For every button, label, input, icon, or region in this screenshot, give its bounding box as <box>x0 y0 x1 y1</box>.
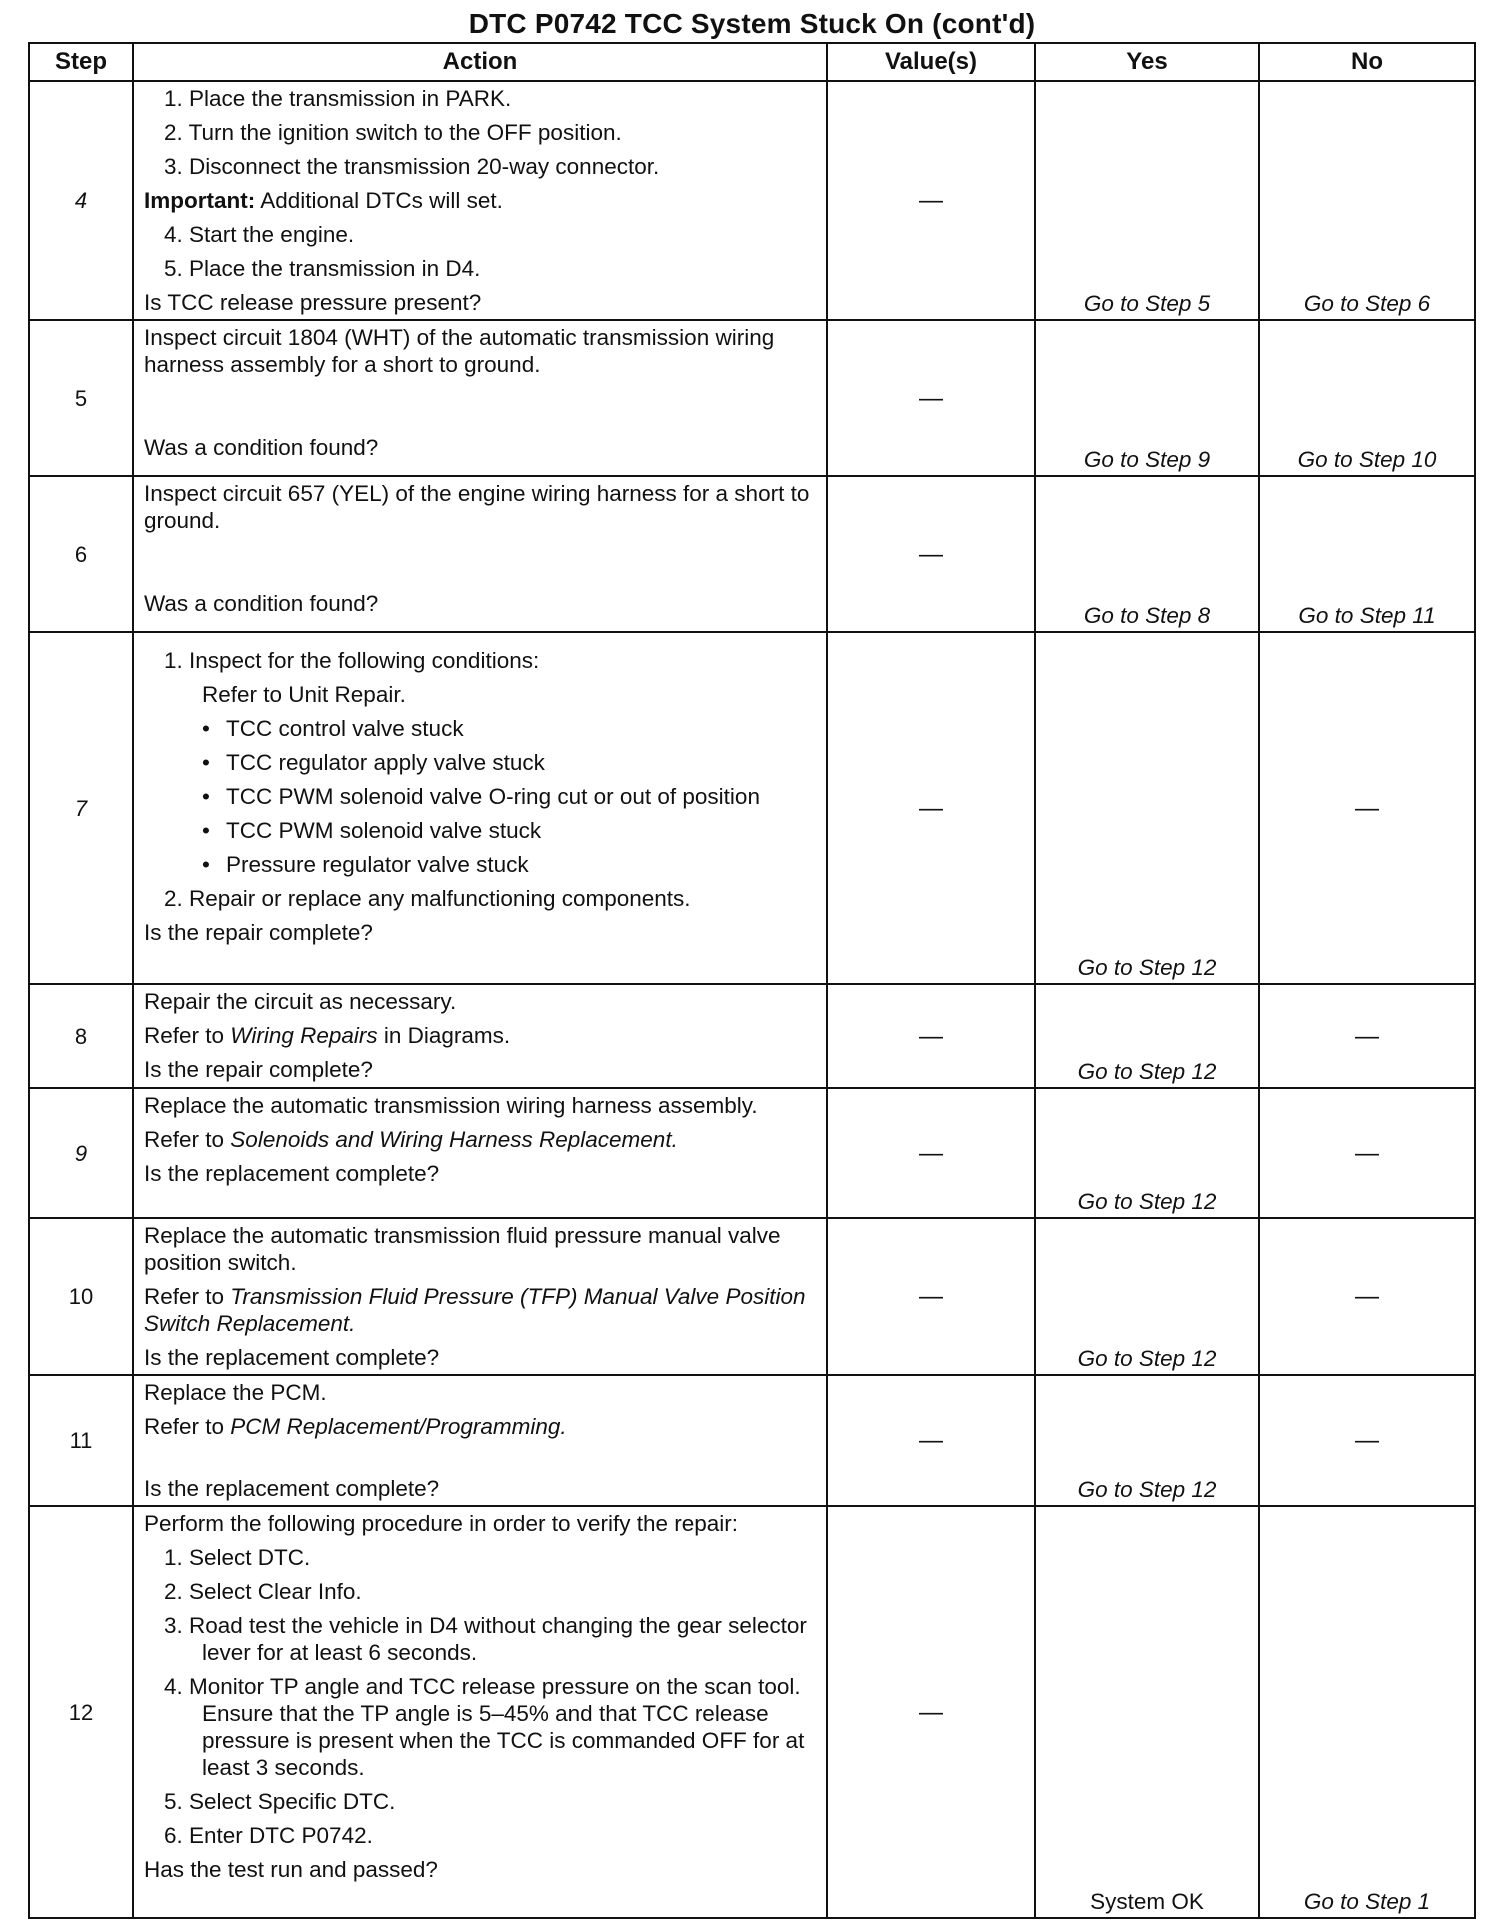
list-item: • TCC regulator apply valve stuck <box>202 750 545 775</box>
action-line: Repair the circuit as necessary. <box>144 989 457 1014</box>
reference-line: Refer to Wiring Repairs in Diagrams. <box>144 1023 511 1048</box>
list-item: • TCC PWM solenoid valve stuck <box>202 818 542 843</box>
no-cell: — <box>1259 1218 1475 1375</box>
bullet-icon: • <box>202 852 210 877</box>
yes-cell: System OK <box>1035 1506 1259 1918</box>
header-values: Value(s) <box>827 43 1035 81</box>
bullet-icon: • <box>202 784 210 809</box>
action-cell <box>133 1375 827 1506</box>
no-cell: — <box>1259 1088 1475 1218</box>
action-line: Replace the automatic transmission wiring harness assembly. <box>144 1093 758 1118</box>
value-cell: — <box>827 632 1035 984</box>
reference-line: Refer to Transmission Fluid Pressure (TFP) Manual Valve Position Switch Replacement. <box>144 1284 806 1336</box>
action-line: Inspect circuit 1804 (WHT) of the automatic transmission wiring harness assembly for a short to ground. <box>144 325 775 377</box>
list-item: • TCC control valve stuck <box>202 716 464 741</box>
table-row-step-11 <box>29 1375 1475 1506</box>
action-line: 5. Select Specific DTC. <box>164 1789 396 1814</box>
no-cell: Go to Step 1 <box>1259 1506 1475 1918</box>
table-row-step-4 <box>29 81 1475 320</box>
action-line: 2. Select Clear Info. <box>164 1579 362 1604</box>
action-line: 2. Turn the ignition switch to the OFF position. <box>164 120 622 145</box>
action-line: 1. Place the transmission in PARK. <box>164 86 512 111</box>
action-line: Perform the following procedure in order to verify the repair: <box>144 1511 739 1536</box>
action-cell <box>133 1088 827 1218</box>
value-cell: — <box>827 320 1035 476</box>
question-line: Is TCC release pressure present? <box>144 290 482 315</box>
action-line: 1. Inspect for the following conditions: <box>164 648 540 673</box>
action-cell <box>133 476 827 632</box>
table-row-step-5 <box>29 320 1475 476</box>
reference-title: Wiring Repairs <box>230 1023 378 1048</box>
header-step: Step <box>29 43 133 81</box>
question-line: Was a condition found? <box>144 435 379 460</box>
action-line: 1. Select DTC. <box>164 1545 311 1570</box>
step-number: 8 <box>29 984 133 1088</box>
table-row-step-9 <box>29 1088 1475 1218</box>
bullet-icon: • <box>202 818 210 843</box>
reference-line: Refer to PCM Replacement/Programming. <box>144 1414 567 1439</box>
header-action: Action <box>133 43 827 81</box>
header-no: No <box>1259 43 1475 81</box>
yes-cell: Go to Step 12 <box>1035 1218 1259 1375</box>
yes-cell: Go to Step 5 <box>1035 81 1259 320</box>
action-line: Inspect circuit 657 (YEL) of the engine wiring harness for a short to ground. <box>144 481 810 533</box>
yes-cell: Go to Step 12 <box>1035 984 1259 1088</box>
action-line: Replace the PCM. <box>144 1380 327 1405</box>
action-line: 2. Repair or replace any malfunctioning components. <box>164 886 691 911</box>
question-line: Is the repair complete? <box>144 920 373 945</box>
value-cell: — <box>827 1506 1035 1918</box>
list-item: • Pressure regulator valve stuck <box>202 852 529 877</box>
bullet-icon: • <box>202 750 210 775</box>
step-number: 11 <box>29 1375 133 1506</box>
action-cell <box>133 984 827 1088</box>
reference-title: Solenoids and Wiring Harness Replacement. <box>230 1127 678 1152</box>
bullet-icon: • <box>202 716 210 741</box>
step-number: 10 <box>29 1218 133 1375</box>
no-cell: Go to Step 6 <box>1259 81 1475 320</box>
diagnostic-table <box>28 42 1476 1919</box>
value-cell: — <box>827 1088 1035 1218</box>
action-cell <box>133 632 827 984</box>
important-label: Important: <box>144 188 256 213</box>
reference-line: Refer to Solenoids and Wiring Harness Replacement. <box>144 1127 678 1152</box>
action-line: 3. Road test the vehicle in D4 without changing the gear selector lever for at least 6 seconds. <box>164 1613 807 1665</box>
value-cell: — <box>827 984 1035 1088</box>
reference-title: PCM Replacement/Programming. <box>230 1414 567 1439</box>
action-line: 4. Monitor TP angle and TCC release pressure on the scan tool. Ensure that the TP angle is 5–45% and that TCC release pressure is present when the TCC is commanded OFF for at least 3 seconds. <box>164 1674 805 1780</box>
step-number: 6 <box>29 476 133 632</box>
action-line: Refer to Unit Repair. <box>202 682 406 707</box>
action-cell <box>133 81 827 320</box>
page-title: DTC P0742 TCC System Stuck On (cont'd) <box>468 8 1036 39</box>
important-note <box>144 187 816 214</box>
yes-cell: Go to Step 9 <box>1035 320 1259 476</box>
question-line: Is the replacement complete? <box>144 1476 440 1501</box>
step-number: 5 <box>29 320 133 476</box>
question-line: Is the repair complete? <box>144 1057 373 1082</box>
header-yes: Yes <box>1035 43 1259 81</box>
no-cell: Go to Step 10 <box>1259 320 1475 476</box>
action-line: Replace the automatic transmission fluid pressure manual valve position switch. <box>144 1223 781 1275</box>
list-item: • TCC PWM solenoid valve O-ring cut or out of position <box>202 784 760 809</box>
important-text: Additional DTCs will set. <box>255 188 503 213</box>
action-cell <box>133 320 827 476</box>
table-row-step-6 <box>29 476 1475 632</box>
table-row-step-12 <box>29 1506 1475 1918</box>
step-number: 4 <box>29 81 133 320</box>
header-row <box>29 43 1475 81</box>
no-cell: — <box>1259 1375 1475 1506</box>
table-row-step-7 <box>29 632 1475 984</box>
question-line: Is the replacement complete? <box>144 1345 440 1370</box>
no-cell: Go to Step 11 <box>1259 476 1475 632</box>
step-number: 9 <box>29 1088 133 1218</box>
yes-cell: Go to Step 12 <box>1035 1375 1259 1506</box>
no-cell: — <box>1259 984 1475 1088</box>
value-cell: — <box>827 81 1035 320</box>
action-cell <box>133 1218 827 1375</box>
value-cell: — <box>827 1375 1035 1506</box>
yes-cell: Go to Step 8 <box>1035 476 1259 632</box>
no-cell: — <box>1259 632 1475 984</box>
step-number: 12 <box>29 1506 133 1918</box>
table-row-step-8 <box>29 984 1475 1088</box>
yes-cell: Go to Step 12 <box>1035 632 1259 984</box>
question-line: Has the test run and passed? <box>144 1857 438 1882</box>
action-line: 3. Disconnect the transmission 20-way connector. <box>164 154 660 179</box>
action-line: 4. Start the engine. <box>164 222 355 247</box>
action-line: 6. Enter DTC P0742. <box>164 1823 373 1848</box>
question-line: Was a condition found? <box>144 591 379 616</box>
yes-cell: Go to Step 12 <box>1035 1088 1259 1218</box>
value-cell: — <box>827 476 1035 632</box>
table-row-step-10 <box>29 1218 1475 1375</box>
reference-title: Transmission Fluid Pressure (TFP) Manual Valve Position Switch Replacement. <box>144 1284 806 1336</box>
value-cell: — <box>827 1218 1035 1375</box>
action-cell <box>133 1506 827 1918</box>
question-line: Is the replacement complete? <box>144 1161 440 1186</box>
action-line: 5. Place the transmission in D4. <box>164 256 481 281</box>
step-number: 7 <box>29 632 133 984</box>
